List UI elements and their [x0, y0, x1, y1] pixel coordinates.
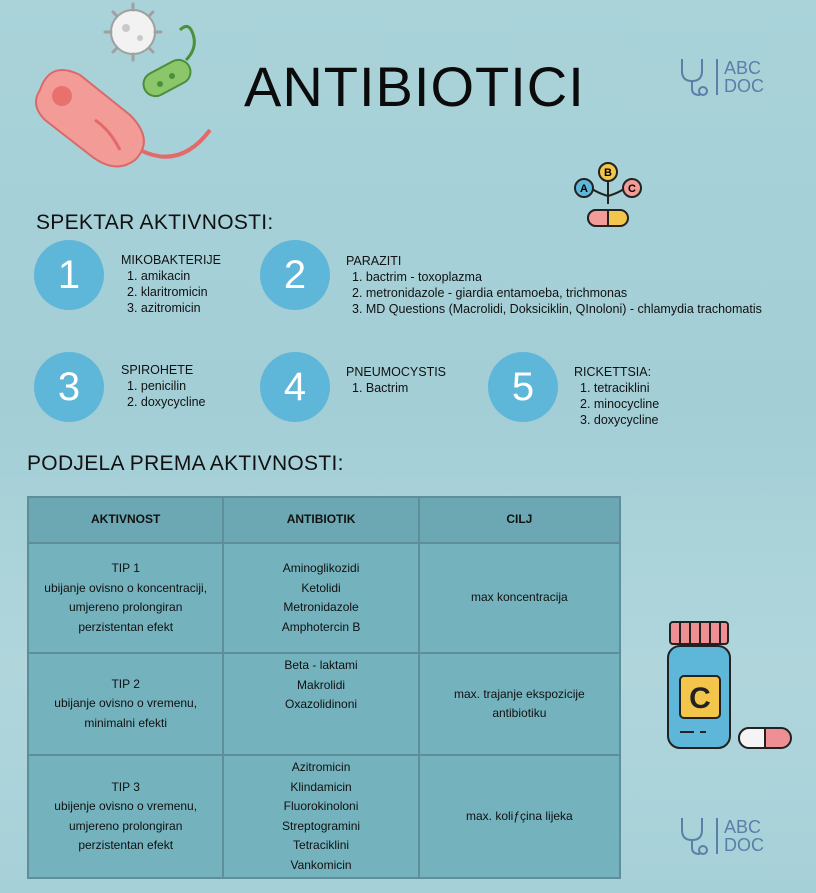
header-aktivnost: AKTIVNOST: [28, 497, 223, 543]
cell-line: max. trajanje ekspozicije: [453, 686, 585, 701]
virus-icon: [105, 4, 161, 60]
table-row: [28, 653, 620, 755]
cell-line: umjereno prolongiran: [68, 818, 183, 833]
medicine-bottle-icon: [664, 618, 744, 752]
cell-line: Tetraciklini: [293, 838, 350, 852]
spektar-heading: SPEKTAR AKTIVNOSTI:: [36, 211, 274, 234]
logo-line1: ABC: [724, 817, 762, 837]
cell-cilj: [419, 543, 620, 653]
cell-line: minimalni efekti: [84, 715, 168, 730]
logo-line2: DOC: [724, 835, 764, 855]
group-title: PNEUMOCYSTIS: [346, 365, 447, 379]
cell-line: TIP 2: [111, 676, 140, 691]
cell-aktivnost: [28, 653, 223, 755]
cell-antibiotik: [223, 543, 418, 653]
logo-line2: DOC: [724, 76, 764, 96]
group-number-1: 1: [34, 240, 104, 310]
header-cilj: CILJ: [419, 497, 620, 543]
abcdoc-logo-top: [676, 55, 764, 99]
cell-cilj: [419, 755, 620, 878]
table-row: [28, 755, 620, 878]
abc-pill-icon: [570, 160, 646, 236]
cell-line: Beta - laktami: [284, 658, 358, 672]
cell-line: Vankomicin: [290, 857, 352, 872]
group-spirohete: [121, 362, 206, 410]
cell-line: Aminoglikozidi: [282, 561, 360, 575]
cell-line: umjereno prolongiran: [68, 600, 183, 614]
list-item: 1. amikacin: [127, 269, 191, 283]
list-item: 3. MD Questions (Macrolidi, Doksiciklin, QInoloni) - chlamydia trachomatis: [352, 302, 762, 316]
cell-line: ubijanje ovisno o vremenu,: [54, 696, 198, 711]
cell-line: Metronidazole: [283, 600, 359, 614]
group-number-4: 4: [260, 352, 330, 422]
bacteria-illustration: [20, 0, 220, 190]
cell-line: perzistentan efekt: [78, 838, 174, 852]
group-number-5: 5: [488, 352, 558, 422]
cell-line: antibiotiku: [492, 706, 547, 720]
stethoscope-icon: [676, 814, 712, 858]
cell-aktivnost: [28, 543, 223, 653]
cell-line: TIP 1: [111, 561, 140, 575]
group-rickettsia: [574, 364, 659, 428]
abc-letter-c: C: [628, 183, 636, 195]
group-title: RICKETTSIA:: [574, 365, 652, 379]
podjela-heading: PODJELA PREMA AKTIVNOSTI:: [27, 452, 344, 475]
list-item: 2. metronidazole - giardia entamoeba, trichmonas: [352, 286, 628, 300]
abcdoc-logo-bottom: [676, 814, 764, 858]
cell-line: TIP 3: [111, 779, 140, 794]
header-antibiotik: ANTIBIOTIK: [223, 497, 418, 543]
list-item: 1. bactrim - toxoplazma: [352, 270, 482, 284]
list-item: 2. minocycline: [580, 397, 660, 411]
group-title: MIKOBAKTERIJE: [121, 253, 222, 267]
cell-line: Streptogramini: [282, 818, 361, 833]
capsule-icon: [736, 724, 796, 752]
group-number-3: 3: [34, 352, 104, 422]
group-title: SPIROHETE: [121, 363, 194, 377]
logo-line1: ABC: [724, 58, 762, 78]
cell-line: perzistentan efekt: [78, 619, 174, 634]
bottle-label-letter: C: [689, 682, 711, 715]
stethoscope-icon: [676, 55, 712, 99]
cell-line: max. koliƒçina lijeka: [466, 808, 573, 823]
page-title: ANTIBIOTICI: [244, 55, 585, 118]
group-mikobakterije: [121, 252, 221, 316]
cell-line: ubijenje ovisno o vremenu,: [54, 799, 198, 813]
abc-letter-b: B: [604, 167, 612, 179]
activity-table: [27, 496, 621, 879]
table-header-row: [28, 497, 620, 543]
abc-letter-a: A: [580, 183, 588, 195]
cell-line: Ketolidi: [301, 580, 341, 595]
cell-line: Klindamicin: [290, 779, 352, 794]
cell-cilj: [419, 653, 620, 755]
bacteria-icon: [36, 70, 210, 166]
cell-line: Amphotercin B: [281, 619, 361, 634]
group-pneumocystis: [346, 364, 446, 396]
list-item: 1. Bactrim: [352, 381, 409, 395]
group-title: PARAZITI: [346, 254, 402, 268]
cell-line: Oxazolidinoni: [285, 697, 358, 711]
list-item: 3. azitromicin: [127, 301, 201, 315]
list-item: 2. klaritromicin: [127, 285, 208, 299]
list-item: 3. doxycycline: [580, 413, 659, 427]
table-row: [28, 543, 620, 653]
cell-line: Makrolidi: [297, 677, 346, 692]
cell-antibiotik: [223, 755, 418, 878]
cell-aktivnost: [28, 755, 223, 878]
cell-antibiotik: [223, 653, 418, 755]
cell-line: Azitromicin: [291, 760, 351, 774]
cell-line: ubijanje ovisno o koncentraciji,: [44, 580, 208, 595]
list-item: 2. doxycycline: [127, 395, 206, 409]
group-paraziti: [346, 253, 762, 317]
list-item: 1. tetraciklini: [580, 381, 650, 395]
list-item: 1. penicilin: [127, 379, 187, 393]
cell-line: max koncentracija: [471, 590, 568, 605]
cell-line: Fluorokinoloni: [283, 799, 359, 813]
group-number-2: 2: [260, 240, 330, 310]
